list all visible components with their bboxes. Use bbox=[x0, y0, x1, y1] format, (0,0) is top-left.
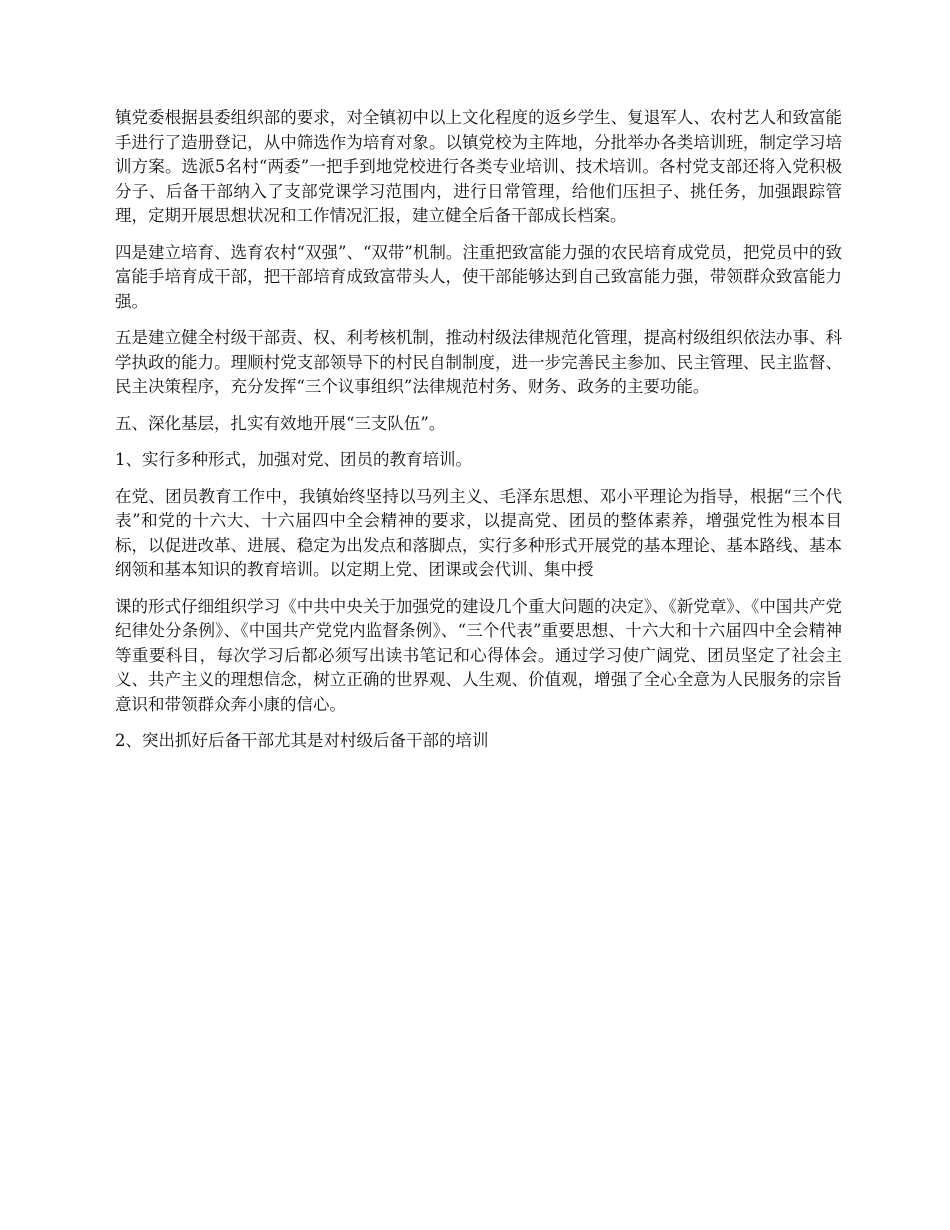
paragraph-study-forms: 课的形式仔细组织学习《中共中央关于加强党的建设几个重大问题的决定》、《新党章》、《中国共产党纪律处分条例》、《中国共产党党内监督条例》、“三个代表”重要思想、十六大和十六届四中全会精神等重要科目，每次学习后都必须写出读书笔记和心得体会。通过学习使广阔党、团员坚定了社会主义、共产主义的理想信念，树立正确的世界观、人生观、价值观，增强了全心全意为人民服务的宗旨意识和带领群众奔小康的信心。 bbox=[115, 596, 842, 714]
section-heading-three-teams: 五、深化基层，扎实有效地开展“三支队伍”。 bbox=[115, 413, 446, 433]
paragraph-party-education: 在党、团员教育工作中，我镇始终坚持以马列主义、毛泽东思想、邓小平理论为指导，根据“三个代表”和党的十六大、十六届四中全会精神的要求，以提高党、团员的整体素养，增强党性为根本目标，以促进改革、进展、稳定为出发点和落脚点，实行多种形式开展党的基本理论、基本路线、基本纲领和基本知识的教育培训。以定期上党、团课或会代训、集中授 bbox=[115, 486, 842, 579]
subheading-education-training: 1、实行多种形式，加强对党、团员的教育培训。 bbox=[115, 450, 472, 469]
paragraph-reserve-cadre-training: 镇党委根据县委组织部的要求，对全镇初中以上文化程度的返乡学生、复退军人、农村艺人和致富能手进行了造册登记，从中筛选作为培育对象。以镇党校为主阵地，分批举办各类培训班，制定学习培训方案。选派5名村“两委”一把手到地党校进行各类专业培训、技术培训。各村党支部还将入党积极分子、后备干部纳入了支部党课学习范围内，进行日常管理，给他们压担子、挑任务，加强跟踪管理，定期开展思想状况和工作情况汇报，建立健全后备干部成长档案。 bbox=[115, 108, 842, 225]
paragraph-assessment-mechanism: 五是建立健全村级干部责、权、利考核机制，推动村级法律规范化管理，提高村级组织依法办事、科学执政的能力。理顺村党支部领导下的村民自制制度，进一步完善民主参加、民主管理、民主监督、民主决策程序，充分发挥“三个议事组织”法律规范村务、财务、政务的主要功能。 bbox=[115, 328, 842, 396]
subheading-reserve-cadres: 2、突出抓好后备干部尤其是对村级后备干部的培训 bbox=[115, 731, 489, 750]
document-body bbox=[115, 106, 842, 766]
paragraph-double-strong-mechanism: 四是建立培育、选育农村“双强”、“双带”机制。注重把致富能力强的农民培育成党员，把党员中的致富能手培育成干部，把干部培育成致富带头人，使干部能够达到自己致富能力强，带领群众致富能力强。 bbox=[115, 242, 842, 311]
